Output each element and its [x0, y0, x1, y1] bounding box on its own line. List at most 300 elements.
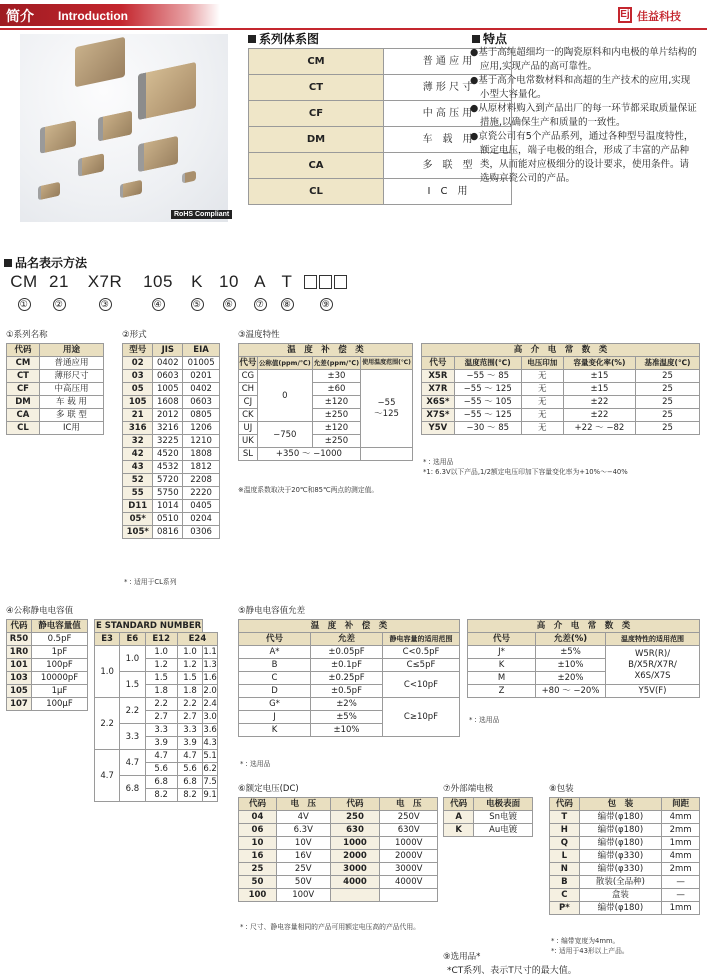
cell: 多 联 型 — [39, 409, 103, 422]
cell: 编带(φ330) — [579, 863, 662, 876]
cell: 中高压用 — [39, 383, 103, 396]
cell: I C 用 — [384, 179, 512, 205]
page-header — [0, 0, 707, 33]
cell: 1.5 — [120, 672, 145, 698]
cell: 4000V — [380, 876, 438, 889]
cell: 100 — [239, 889, 277, 902]
cell: +80 ～ −20% — [536, 685, 606, 698]
cell: 0 — [257, 370, 312, 422]
cell: 3225 — [153, 435, 183, 448]
segment-code: A — [254, 272, 266, 291]
cell: ±0.1pF — [311, 659, 383, 672]
cell: +350 ～ −1000 — [257, 448, 360, 461]
th: 公称值(ppm/℃) — [257, 357, 312, 370]
table-row — [7, 633, 88, 646]
th: E24 — [177, 633, 217, 646]
cell: 0402 — [183, 383, 220, 396]
table-row — [550, 863, 700, 876]
cell: 25 — [635, 396, 699, 409]
th: 容量变化率(%) — [563, 357, 635, 370]
cell — [361, 448, 413, 461]
cell: 薄 形 尺 寸 — [384, 75, 512, 101]
cell: R50 — [7, 633, 32, 646]
tolerance-comp-table — [238, 619, 460, 737]
cell: K — [468, 659, 536, 672]
t5-note2: * : 选用品 — [469, 716, 500, 724]
cell: 02 — [123, 357, 153, 370]
cell: 4.7 — [95, 750, 120, 802]
cell: 52 — [123, 474, 153, 487]
cell: 1.6 — [203, 673, 217, 683]
table-row — [7, 422, 104, 435]
cell: 普 通 应 用 — [384, 49, 512, 75]
th: 代码 — [330, 798, 380, 811]
cell: 25 — [635, 422, 699, 435]
cell: CH — [239, 383, 258, 396]
cell: 8.2 — [145, 789, 177, 802]
group-head: E STANDARD NUMBER — [95, 621, 202, 631]
cell: +22 ～ −82 — [563, 422, 635, 435]
th: E3 — [95, 633, 120, 646]
cell: CM — [7, 357, 40, 370]
capacitance-code-table — [6, 619, 88, 711]
cell: Sn电镀 — [474, 811, 533, 824]
cell: CT — [7, 370, 40, 383]
th: E6 — [120, 633, 145, 646]
table-row — [422, 383, 700, 396]
header-title-cn: 简介 — [6, 9, 34, 25]
cell: 100pF — [31, 659, 87, 672]
cell: K — [239, 724, 311, 737]
cell: 105 — [123, 396, 153, 409]
table-row — [239, 889, 438, 902]
cell: P* — [550, 902, 580, 915]
cell: −55 ～ 125 — [454, 409, 521, 422]
cell: — — [662, 876, 700, 889]
group-head: 高 介 电 常 数 类 — [422, 344, 700, 357]
cell: 105 — [7, 685, 32, 698]
cell: H — [550, 824, 580, 837]
cell: ±0.5pF — [311, 685, 383, 698]
table-row — [239, 811, 438, 824]
cell: 4mm — [662, 811, 700, 824]
th: E12 — [145, 633, 177, 646]
segment-code: 21 — [49, 272, 69, 291]
cell: 50V — [276, 876, 330, 889]
cell: 4.7 — [145, 750, 177, 763]
table-row — [123, 513, 220, 526]
part-number-segment — [182, 272, 212, 312]
cell: 编带(φ330) — [579, 850, 662, 863]
cell: 630 — [330, 824, 380, 837]
cell: 编带(φ180) — [579, 837, 662, 850]
th: EIA — [183, 344, 220, 357]
part-number-segment — [300, 272, 352, 312]
cell: 1000V — [380, 837, 438, 850]
segment-number: ② — [53, 298, 66, 311]
table-row — [7, 383, 104, 396]
table-row — [550, 811, 700, 824]
table-row — [123, 396, 220, 409]
cell: −55 ～125 — [361, 370, 413, 448]
cell: 42 — [123, 448, 153, 461]
cell: A* — [239, 646, 311, 659]
cell: D — [239, 685, 311, 698]
th: 静电容量值 — [31, 620, 87, 633]
series-system-title: 系列体系图 — [259, 32, 320, 46]
cell: 1206 — [183, 422, 220, 435]
table-row — [444, 824, 533, 837]
cell: 1R0 — [7, 646, 32, 659]
cell: B — [239, 659, 311, 672]
cell: C<0.5pF — [383, 646, 460, 659]
cell: 4.7 — [120, 750, 145, 776]
cell: Y5V(F) — [606, 685, 700, 698]
cell: ±10% — [536, 659, 606, 672]
cell: ±120 — [312, 422, 360, 435]
table-row — [123, 474, 220, 487]
cell: X6S* — [422, 396, 455, 409]
part-number-title: 品名表示方法 — [15, 256, 88, 270]
t5-note1: * : 选用品 — [240, 760, 271, 768]
cell: 1014 — [153, 500, 183, 513]
table-row — [7, 659, 88, 672]
features-list — [470, 46, 698, 186]
cell: 2.4 — [203, 699, 217, 709]
table-row — [123, 500, 220, 513]
table-row — [550, 850, 700, 863]
table-row — [239, 850, 438, 863]
cell: ±20% — [536, 672, 606, 685]
cell: ±30 — [312, 370, 360, 383]
cell: 4532 — [153, 461, 183, 474]
cell: CF — [7, 383, 40, 396]
table-row — [239, 837, 438, 850]
part-number-heading — [4, 254, 87, 271]
features-heading — [472, 30, 507, 47]
cell: 编带(φ180) — [579, 811, 662, 824]
cell: 0603 — [153, 370, 183, 383]
cell: 5.6 — [145, 763, 177, 776]
th: 代码 — [550, 798, 580, 811]
cell: 3.3 — [120, 724, 145, 750]
cell: X7R — [422, 383, 455, 396]
cell: 2.2 — [145, 698, 177, 711]
cell: 630V — [380, 824, 438, 837]
cell: 21 — [123, 409, 153, 422]
table-row — [550, 837, 700, 850]
cell: CM — [249, 49, 384, 75]
cell: −30 ～ 85 — [454, 422, 521, 435]
cell: 0603 — [183, 396, 220, 409]
cell: 1.0 — [120, 646, 145, 672]
cell: 1mm — [662, 837, 700, 850]
t6-title: ⑥额定电压(DC) — [238, 784, 299, 794]
th: 代码 — [7, 344, 40, 357]
cell: Y5V — [422, 422, 455, 435]
cell: 3000V — [380, 863, 438, 876]
table-row — [123, 487, 220, 500]
cell: 2.7 — [145, 711, 177, 724]
cell: 3.3 — [177, 724, 202, 737]
cell: 2220 — [183, 487, 220, 500]
cell: 25 — [635, 370, 699, 383]
table-row — [7, 672, 88, 685]
cell: 6.8 — [177, 776, 202, 789]
th: 基准温度(℃) — [635, 357, 699, 370]
cell: 0805 — [183, 409, 220, 422]
cell: CA — [7, 409, 40, 422]
cell: J* — [468, 646, 536, 659]
t2-note: * : 适用于CL系列 — [124, 578, 177, 586]
cell: 普通应用 — [39, 357, 103, 370]
th: 允差 — [311, 633, 383, 646]
cell: 316 — [123, 422, 153, 435]
feature-item: ●基于高纯超细均一的陶瓷原料和内电极的单片结构的应用,实现产品的高可靠性。 — [470, 47, 697, 72]
blank-box — [319, 275, 332, 289]
table-row — [123, 357, 220, 370]
part-number-segment — [274, 272, 300, 312]
cell: ±10% — [311, 724, 383, 737]
th: 用途 — [39, 344, 103, 357]
cell: N — [550, 863, 580, 876]
table-row — [550, 889, 700, 902]
cell: 1mm — [662, 902, 700, 915]
cell: 04 — [239, 811, 277, 824]
segment-number: ① — [18, 298, 31, 311]
cell: CK — [239, 409, 258, 422]
capacitor-chip-image — [78, 153, 104, 177]
header-title-en: Introduction — [58, 9, 128, 23]
cell: CL — [249, 179, 384, 205]
packaging-table — [549, 797, 700, 915]
company-name: 佳益科技 — [637, 10, 681, 23]
cell: M — [468, 672, 536, 685]
group-head: 温 度 补 偿 类 — [239, 620, 460, 633]
cell: 2mm — [662, 824, 700, 837]
cell: 5.1 — [203, 751, 217, 761]
cell: 2.7 — [177, 711, 202, 724]
segment-number: ⑤ — [191, 298, 204, 311]
segment-number: ⑨ — [320, 298, 333, 311]
th: 代码 — [239, 798, 277, 811]
cell: 2208 — [183, 474, 220, 487]
cell: 25 — [635, 409, 699, 422]
cell: 250V — [380, 811, 438, 824]
t8-note-a: * : 编带宽度为4mm。 — [551, 937, 620, 945]
segment-code: T — [281, 272, 293, 291]
cell: X5R — [422, 370, 455, 383]
cell: K — [444, 824, 474, 837]
cell: Z — [468, 685, 536, 698]
cell: ±250 — [312, 409, 360, 422]
feature-item: ●基于高介电常数材料和高超的生产技术的应用,实现小型大容量化。 — [470, 75, 691, 100]
table-row — [7, 370, 104, 383]
cell: 107 — [7, 698, 32, 711]
cell: Au电镀 — [474, 824, 533, 837]
cell: 无 — [521, 383, 563, 396]
th: 电压印加 — [521, 357, 563, 370]
th: 静电容量的适用范围 — [383, 633, 460, 646]
cell: 无 — [521, 422, 563, 435]
th: 代号 — [422, 357, 455, 370]
segment-code: X7R — [87, 272, 123, 291]
cell: 100μF — [31, 698, 87, 711]
cell: 6.8 — [145, 776, 177, 789]
part-number-segment — [42, 272, 76, 312]
th: 代号 — [468, 633, 536, 646]
cell: 32 — [123, 435, 153, 448]
table-row — [123, 370, 220, 383]
t2-title: ②形式 — [122, 330, 147, 340]
th: 间距 — [662, 798, 700, 811]
cell: 4mm — [662, 850, 700, 863]
cell — [330, 889, 380, 902]
th: 温度特性的适用范围 — [606, 633, 700, 646]
capacitor-chip-image — [120, 180, 142, 199]
cell: 4.3 — [203, 738, 217, 748]
cell: T — [550, 811, 580, 824]
cell: 9.1 — [203, 790, 217, 800]
cell: −55 ～ 125 — [454, 383, 521, 396]
segment-number: ⑥ — [223, 298, 236, 311]
cell: 2.0 — [203, 686, 217, 696]
cell: 1.1 — [203, 647, 217, 657]
cell: SL — [239, 448, 258, 461]
th: 允差(%) — [536, 633, 606, 646]
form-table — [122, 343, 220, 539]
cell: 7.5 — [203, 777, 217, 787]
table-row — [422, 409, 700, 422]
cell: 薄形尺寸 — [39, 370, 103, 383]
cell: 5.6 — [177, 763, 202, 776]
cell: ±15 — [563, 370, 635, 383]
t3-note-a: * : 选用品 — [423, 458, 454, 466]
cell: Q — [550, 837, 580, 850]
th: 代码 — [444, 798, 474, 811]
table-row — [123, 435, 220, 448]
series-name-table — [6, 343, 104, 435]
cell: 3216 — [153, 422, 183, 435]
cell: 101 — [7, 659, 32, 672]
cell: 2.2 — [177, 698, 202, 711]
table-row — [239, 876, 438, 889]
cell: C<10pF — [383, 672, 460, 698]
blank-box — [304, 275, 317, 289]
cell: 100V — [276, 889, 330, 902]
table-row — [422, 396, 700, 409]
cell: D11 — [123, 500, 153, 513]
cell: 0306 — [183, 526, 220, 539]
cell: 5750 — [153, 487, 183, 500]
cell: −55 ～ 105 — [454, 396, 521, 409]
cell: 05* — [123, 513, 153, 526]
cell: ±0.05pF — [311, 646, 383, 659]
cell: 2000V — [380, 850, 438, 863]
cell: X7S* — [422, 409, 455, 422]
segment-code: CM — [10, 272, 38, 291]
t3-note-c: ※温度系数取决于20℃和85℃两点的测定值。 — [238, 486, 379, 494]
cell: 车 载 用 — [39, 396, 103, 409]
cell: 4000 — [330, 876, 380, 889]
cell: C≤5pF — [383, 659, 460, 672]
cell: 无 — [521, 396, 563, 409]
cell: 6.3V — [276, 824, 330, 837]
t3-note-b: *1: 6.3V以下产品,1/2额定电压印加下容量变化率为+10%～−40% — [423, 468, 628, 476]
table-row — [7, 685, 88, 698]
cell: 03 — [123, 370, 153, 383]
cell: 3.3 — [145, 724, 177, 737]
cell: W5R(R)/ B/X5R/X7R/ X6S/X7S — [606, 646, 700, 685]
table-row — [7, 698, 88, 711]
cell: 0402 — [153, 357, 183, 370]
segment-number: ③ — [99, 298, 112, 311]
cell: A — [444, 811, 474, 824]
th: 电极表面 — [474, 798, 533, 811]
cell: ±2% — [311, 698, 383, 711]
cell: CJ — [239, 396, 258, 409]
cell: 10000pF — [31, 672, 87, 685]
cell: C≥10pF — [383, 698, 460, 737]
cell: 3.0 — [203, 712, 217, 722]
capacitor-chip-image — [138, 62, 196, 120]
cell: ±22 — [563, 396, 635, 409]
table-row — [7, 646, 88, 659]
cell: 0201 — [183, 370, 220, 383]
segment-code: 105 — [143, 272, 173, 291]
cell: 06 — [239, 824, 277, 837]
cell: 10 — [239, 837, 277, 850]
cell: ±15 — [563, 383, 635, 396]
cell: CA — [249, 153, 384, 179]
cell: 43 — [123, 461, 153, 474]
cell: J — [239, 711, 311, 724]
table-row — [7, 357, 104, 370]
th: 代码 — [7, 620, 32, 633]
cell: 16 — [239, 850, 277, 863]
capacitor-chip-image — [98, 110, 132, 141]
table-row — [7, 396, 104, 409]
cell: 6.2 — [203, 764, 217, 774]
segment-code: K — [191, 272, 203, 291]
cell: L — [550, 850, 580, 863]
th: JIS — [153, 344, 183, 357]
table-row — [7, 409, 104, 422]
cell: 车 载 用 — [384, 127, 512, 153]
cell: UK — [239, 435, 258, 448]
e-series-row — [95, 646, 218, 659]
cell: ±120 — [312, 396, 360, 409]
cell: 0.5pF — [31, 633, 87, 646]
e-series-row — [95, 698, 218, 711]
th: 温度范围(℃) — [454, 357, 521, 370]
th: 代号 — [239, 358, 257, 368]
cell: C — [550, 889, 580, 902]
t6-note: * : 尺寸、静电容量相同的产品可用额定电压高的产品代用。 — [240, 923, 420, 931]
cell: 无 — [521, 370, 563, 383]
cell: 1.5 — [177, 672, 202, 685]
cell: 250 — [330, 811, 380, 824]
feature-item: ●从原材料购入到产品出厂的每一环节都采取质量保证措施,以确保生产和质量的一致性。 — [470, 103, 697, 128]
t4-title: ④公称静电电容值 — [6, 606, 74, 616]
cell: 2.2 — [120, 698, 145, 724]
segment-code: 10 — [219, 272, 239, 291]
t8-note-b: *: 适用于43形以上产品。 — [551, 947, 629, 955]
e-series-row — [95, 750, 218, 763]
cell: DM — [7, 396, 40, 409]
cell: 0405 — [183, 500, 220, 513]
cell: 1.5 — [145, 672, 177, 685]
